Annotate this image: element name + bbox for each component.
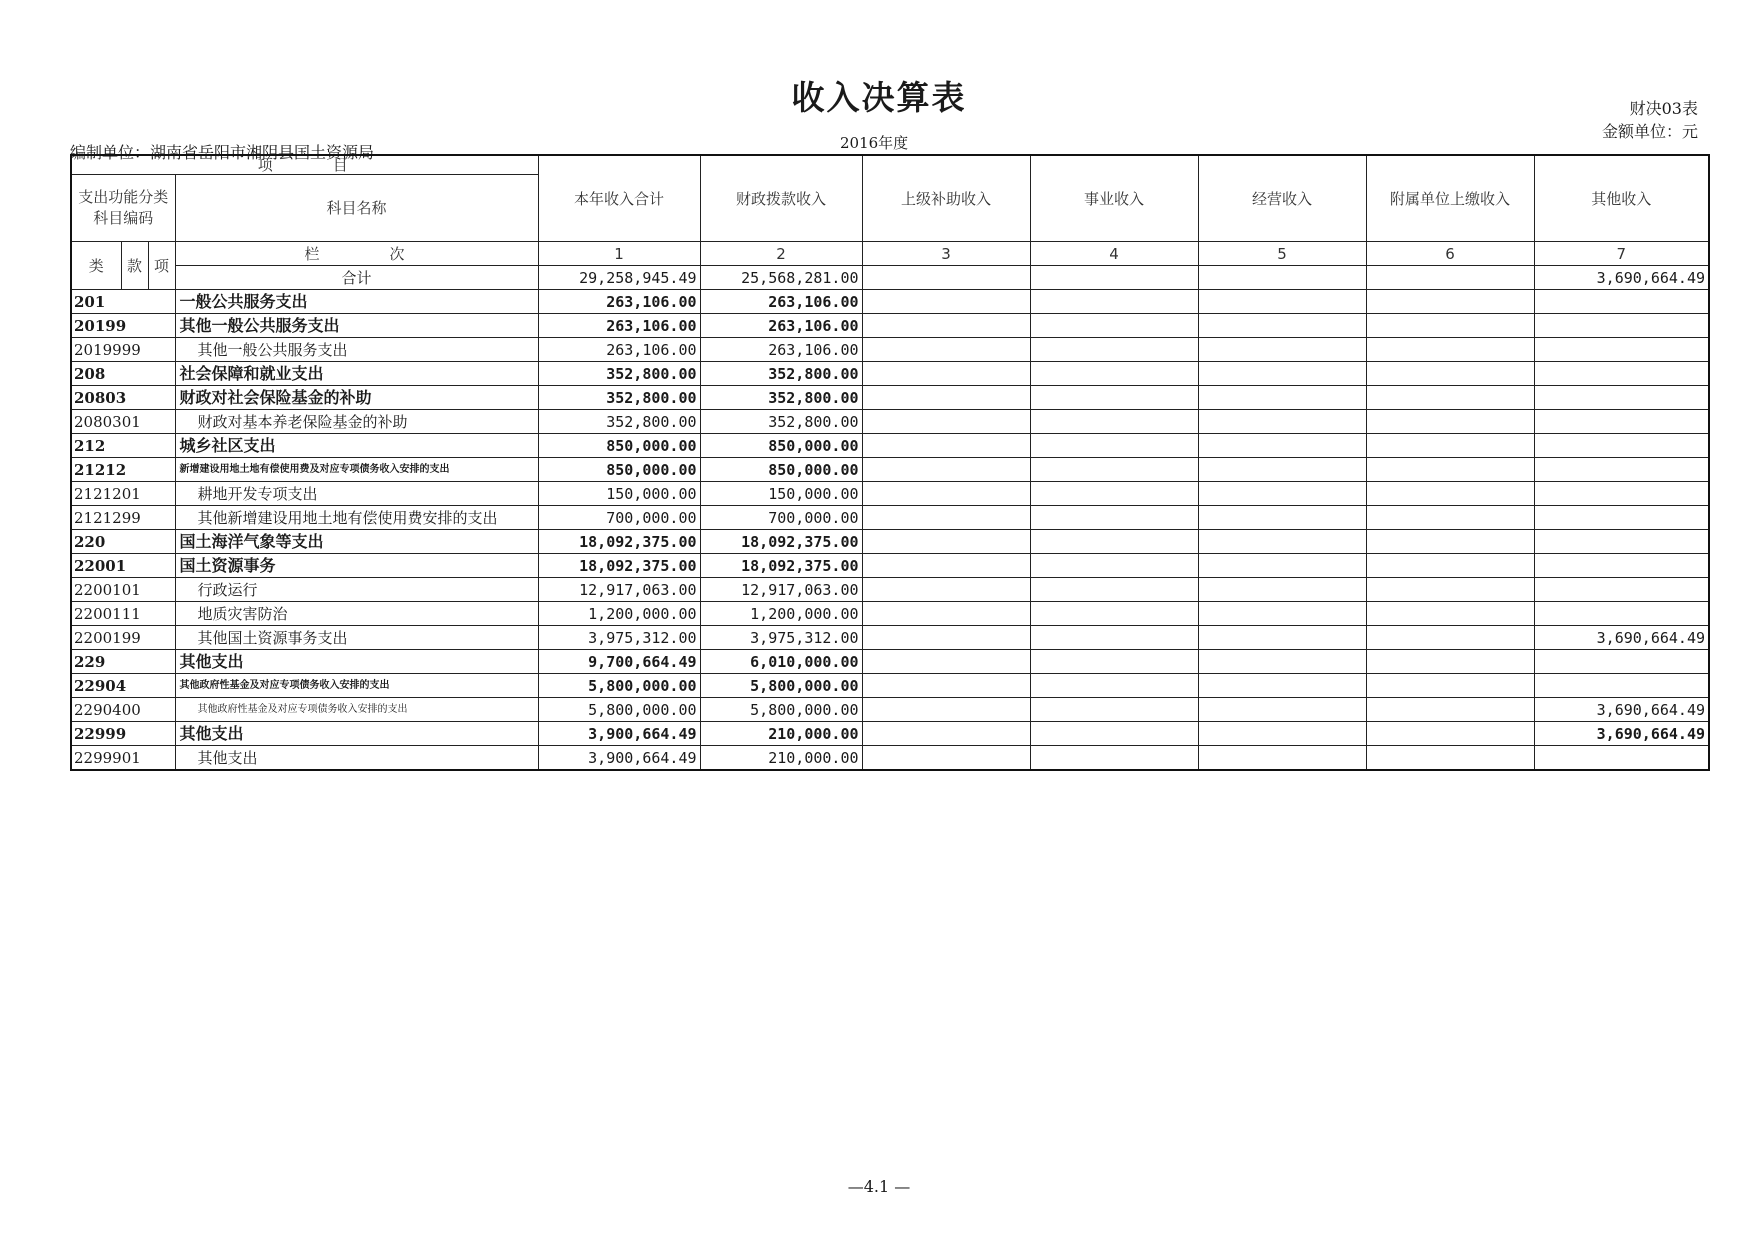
header-code: 支出功能分类科目编码 [71, 175, 175, 242]
amount-col-6 [1366, 314, 1534, 338]
subject-name: 一般公共服务支出 [175, 290, 538, 314]
col-number-1: 1 [538, 242, 700, 266]
amount-col-6 [1366, 626, 1534, 650]
subject-code: 2200101 [71, 578, 175, 602]
amount-col-2: 210,000.00 [700, 722, 862, 746]
col-header-4: 事业收入 [1030, 155, 1198, 242]
amount-col-1: 3,900,664.49 [538, 722, 700, 746]
amount-col-5 [1198, 410, 1366, 434]
amount-col-7 [1534, 290, 1709, 314]
subject-code: 2299901 [71, 746, 175, 771]
amount-col-1: 352,800.00 [538, 386, 700, 410]
amount-col-2: 352,800.00 [700, 386, 862, 410]
subject-name: 其他支出 [175, 650, 538, 674]
amount-col-6 [1366, 290, 1534, 314]
amount-col-6 [1366, 578, 1534, 602]
total-value-4 [1030, 266, 1198, 290]
amount-col-5 [1198, 482, 1366, 506]
amount-col-4 [1030, 410, 1198, 434]
amount-col-5 [1198, 722, 1366, 746]
amount-col-3 [862, 650, 1030, 674]
col-number-5: 5 [1198, 242, 1366, 266]
table-row [71, 338, 1709, 362]
amount-col-3 [862, 482, 1030, 506]
subject-code: 2121299 [71, 506, 175, 530]
table-body [71, 290, 1709, 771]
subject-name: 财政对基本养老保险基金的补助 [175, 410, 538, 434]
amount-col-1: 263,106.00 [538, 314, 700, 338]
amount-col-3 [862, 338, 1030, 362]
amount-col-2: 3,975,312.00 [700, 626, 862, 650]
subject-code: 201 [71, 290, 175, 314]
table-row [71, 410, 1709, 434]
amount-col-5 [1198, 314, 1366, 338]
amount-col-1: 5,800,000.00 [538, 698, 700, 722]
total-label: 合计 [175, 266, 538, 290]
amount-col-2: 352,800.00 [700, 410, 862, 434]
header-lanci: 栏次 [175, 242, 538, 266]
amount-col-2: 150,000.00 [700, 482, 862, 506]
col-header-3: 上级补助收入 [862, 155, 1030, 242]
amount-col-5 [1198, 554, 1366, 578]
amount-col-3 [862, 362, 1030, 386]
amount-col-3 [862, 314, 1030, 338]
amount-col-5 [1198, 674, 1366, 698]
amount-col-3 [862, 290, 1030, 314]
amount-col-2: 5,800,000.00 [700, 698, 862, 722]
amount-col-3 [862, 506, 1030, 530]
amount-col-5 [1198, 746, 1366, 771]
amount-col-1: 352,800.00 [538, 362, 700, 386]
subject-name: 其他一般公共服务支出 [175, 314, 538, 338]
amount-col-3 [862, 746, 1030, 771]
total-value-7: 3,690,664.49 [1534, 266, 1709, 290]
fiscal-year: 2016年度 [840, 134, 909, 152]
total-value-1: 29,258,945.49 [538, 266, 700, 290]
amount-col-6 [1366, 650, 1534, 674]
amount-col-7 [1534, 362, 1709, 386]
amount-col-6 [1366, 506, 1534, 530]
amount-col-6 [1366, 602, 1534, 626]
subject-code: 22001 [71, 554, 175, 578]
subject-code: 2019999 [71, 338, 175, 362]
amount-col-4 [1030, 362, 1198, 386]
table-row [71, 722, 1709, 746]
subject-name: 耕地开发专项支出 [175, 482, 538, 506]
amount-col-6 [1366, 362, 1534, 386]
col-header-2: 财政拨款收入 [700, 155, 862, 242]
total-value-5 [1198, 266, 1366, 290]
amount-col-7 [1534, 458, 1709, 482]
amount-col-4 [1030, 458, 1198, 482]
amount-col-1: 5,800,000.00 [538, 674, 700, 698]
amount-col-4 [1030, 290, 1198, 314]
amount-col-1: 18,092,375.00 [538, 554, 700, 578]
subject-name: 财政对社会保险基金的补助 [175, 386, 538, 410]
amount-col-5 [1198, 650, 1366, 674]
amount-col-3 [862, 554, 1030, 578]
amount-col-6 [1366, 434, 1534, 458]
col-header-6: 附属单位上缴收入 [1366, 155, 1534, 242]
amount-col-1: 3,975,312.00 [538, 626, 700, 650]
amount-col-4 [1030, 626, 1198, 650]
table-row [71, 698, 1709, 722]
subject-code: 22999 [71, 722, 175, 746]
amount-col-4 [1030, 746, 1198, 771]
amount-col-4 [1030, 386, 1198, 410]
total-value-3 [862, 266, 1030, 290]
amount-col-5 [1198, 602, 1366, 626]
col-number-7: 7 [1534, 242, 1709, 266]
amount-col-3 [862, 434, 1030, 458]
amount-col-6 [1366, 386, 1534, 410]
header-kuan: 款 [121, 242, 148, 290]
report-title: 收入决算表 [791, 78, 967, 117]
amount-col-7: 3,690,664.49 [1534, 698, 1709, 722]
subject-name: 其他一般公共服务支出 [175, 338, 538, 362]
amount-col-6 [1366, 410, 1534, 434]
col-header-5: 经营收入 [1198, 155, 1366, 242]
subject-code: 20803 [71, 386, 175, 410]
subject-name: 其他新增建设用地土地有偿使用费安排的支出 [175, 506, 538, 530]
subject-name: 新增建设用地土地有偿使用费及对应专项债务收入安排的支出 [175, 458, 538, 482]
subject-name: 地质灾害防治 [175, 602, 538, 626]
subject-name: 其他国土资源事务支出 [175, 626, 538, 650]
amount-col-3 [862, 626, 1030, 650]
amount-col-2: 1,200,000.00 [700, 602, 862, 626]
amount-col-1: 263,106.00 [538, 338, 700, 362]
table-row [71, 458, 1709, 482]
amount-col-6 [1366, 698, 1534, 722]
amount-col-7 [1534, 674, 1709, 698]
amount-col-6 [1366, 554, 1534, 578]
income-final-accounts-table [70, 154, 1710, 771]
amount-col-4 [1030, 602, 1198, 626]
table-row [71, 602, 1709, 626]
subject-name: 行政运行 [175, 578, 538, 602]
amount-col-1: 352,800.00 [538, 410, 700, 434]
col-number-3: 3 [862, 242, 1030, 266]
amount-col-4 [1030, 530, 1198, 554]
amount-col-5 [1198, 386, 1366, 410]
amount-col-7: 3,690,664.49 [1534, 626, 1709, 650]
table-row [71, 290, 1709, 314]
amount-col-7 [1534, 386, 1709, 410]
table-row [71, 746, 1709, 771]
subject-code: 2200111 [71, 602, 175, 626]
amount-col-7 [1534, 554, 1709, 578]
col-number-2: 2 [700, 242, 862, 266]
amount-col-2: 850,000.00 [700, 434, 862, 458]
amount-col-3 [862, 578, 1030, 602]
amount-col-3 [862, 530, 1030, 554]
amount-col-4 [1030, 554, 1198, 578]
col-number-6: 6 [1366, 242, 1534, 266]
subject-code: 208 [71, 362, 175, 386]
amount-col-5 [1198, 698, 1366, 722]
amount-col-4 [1030, 482, 1198, 506]
amount-col-1: 1,200,000.00 [538, 602, 700, 626]
amount-col-5 [1198, 626, 1366, 650]
amount-col-4 [1030, 650, 1198, 674]
amount-col-2: 18,092,375.00 [700, 554, 862, 578]
amount-col-3 [862, 602, 1030, 626]
table-row [71, 434, 1709, 458]
amount-col-7: 3,690,664.49 [1534, 722, 1709, 746]
subject-code: 22904 [71, 674, 175, 698]
table-row [71, 578, 1709, 602]
col-header-1: 本年收入合计 [538, 155, 700, 242]
total-row [71, 266, 1709, 290]
amount-col-2: 5,800,000.00 [700, 674, 862, 698]
amount-col-5 [1198, 530, 1366, 554]
table-row [71, 482, 1709, 506]
page-number: —4.1 — [847, 1177, 911, 1196]
amount-col-4 [1030, 578, 1198, 602]
amount-col-1: 3,900,664.49 [538, 746, 700, 771]
amount-col-4 [1030, 506, 1198, 530]
header-project: 项目 [71, 155, 538, 175]
subject-name: 社会保障和就业支出 [175, 362, 538, 386]
subject-name: 国土海洋气象等支出 [175, 530, 538, 554]
amount-col-1: 263,106.00 [538, 290, 700, 314]
amount-col-2: 18,092,375.00 [700, 530, 862, 554]
amount-col-1: 850,000.00 [538, 434, 700, 458]
amount-col-2: 700,000.00 [700, 506, 862, 530]
amount-col-2: 850,000.00 [700, 458, 862, 482]
amount-col-6 [1366, 338, 1534, 362]
amount-col-7 [1534, 338, 1709, 362]
amount-col-4 [1030, 338, 1198, 362]
amount-col-2: 6,010,000.00 [700, 650, 862, 674]
amount-col-7 [1534, 506, 1709, 530]
amount-col-3 [862, 386, 1030, 410]
amount-col-7 [1534, 578, 1709, 602]
subject-code: 229 [71, 650, 175, 674]
amount-col-5 [1198, 434, 1366, 458]
table-row [71, 650, 1709, 674]
amount-col-6 [1366, 722, 1534, 746]
subject-name: 其他政府性基金及对应专项债务收入安排的支出 [175, 674, 538, 698]
col-header-7: 其他收入 [1534, 155, 1709, 242]
subject-name: 国土资源事务 [175, 554, 538, 578]
amount-col-5 [1198, 362, 1366, 386]
amount-col-4 [1030, 314, 1198, 338]
form-number: 财决03表 [1629, 99, 1698, 118]
table-row [71, 530, 1709, 554]
amount-col-2: 263,106.00 [700, 338, 862, 362]
table-row [71, 674, 1709, 698]
subject-name: 其他政府性基金及对应专项债务收入安排的支出 [175, 698, 538, 722]
amount-col-1: 150,000.00 [538, 482, 700, 506]
table-row [71, 554, 1709, 578]
amount-col-6 [1366, 458, 1534, 482]
header-xiang: 项 [148, 242, 175, 290]
amount-col-1: 12,917,063.00 [538, 578, 700, 602]
amount-col-7 [1534, 602, 1709, 626]
amount-col-1: 18,092,375.00 [538, 530, 700, 554]
table-row [71, 386, 1709, 410]
amount-col-6 [1366, 482, 1534, 506]
subject-code: 212 [71, 434, 175, 458]
amount-col-7 [1534, 314, 1709, 338]
amount-col-2: 210,000.00 [700, 746, 862, 771]
amount-col-1: 9,700,664.49 [538, 650, 700, 674]
amount-col-7 [1534, 530, 1709, 554]
amount-col-6 [1366, 530, 1534, 554]
subject-name: 其他支出 [175, 722, 538, 746]
amount-col-4 [1030, 434, 1198, 458]
amount-col-7 [1534, 482, 1709, 506]
amount-unit: 金额单位：元 [1601, 122, 1698, 141]
subject-code: 220 [71, 530, 175, 554]
amount-col-1: 700,000.00 [538, 506, 700, 530]
amount-col-4 [1030, 674, 1198, 698]
amount-col-6 [1366, 674, 1534, 698]
amount-col-5 [1198, 578, 1366, 602]
subject-code: 2080301 [71, 410, 175, 434]
amount-col-2: 263,106.00 [700, 290, 862, 314]
amount-col-7 [1534, 410, 1709, 434]
amount-col-5 [1198, 338, 1366, 362]
total-value-2: 25,568,281.00 [700, 266, 862, 290]
total-value-6 [1366, 266, 1534, 290]
amount-col-5 [1198, 290, 1366, 314]
header-subject-name: 科目名称 [175, 175, 538, 242]
subject-code: 20199 [71, 314, 175, 338]
amount-col-4 [1030, 722, 1198, 746]
amount-col-5 [1198, 458, 1366, 482]
subject-code: 21212 [71, 458, 175, 482]
amount-col-3 [862, 722, 1030, 746]
amount-col-1: 850,000.00 [538, 458, 700, 482]
amount-col-3 [862, 698, 1030, 722]
amount-col-7 [1534, 746, 1709, 771]
subject-name: 其他支出 [175, 746, 538, 771]
amount-col-7 [1534, 434, 1709, 458]
amount-col-2: 12,917,063.00 [700, 578, 862, 602]
amount-col-3 [862, 674, 1030, 698]
subject-code: 2200199 [71, 626, 175, 650]
header-lei: 类 [71, 242, 121, 290]
amount-col-7 [1534, 650, 1709, 674]
table-row [71, 362, 1709, 386]
col-number-4: 4 [1030, 242, 1198, 266]
table-row [71, 626, 1709, 650]
subject-code: 2121201 [71, 482, 175, 506]
subject-name: 城乡社区支出 [175, 434, 538, 458]
compiling-unit: 编制单位：湖南省岳阳市湘阴县国土资源局 [70, 143, 375, 162]
amount-col-5 [1198, 506, 1366, 530]
amount-col-2: 352,800.00 [700, 362, 862, 386]
amount-col-2: 263,106.00 [700, 314, 862, 338]
subject-code: 2290400 [71, 698, 175, 722]
amount-col-6 [1366, 746, 1534, 771]
amount-col-3 [862, 458, 1030, 482]
table-row [71, 314, 1709, 338]
table-row [71, 506, 1709, 530]
amount-col-3 [862, 410, 1030, 434]
amount-col-4 [1030, 698, 1198, 722]
